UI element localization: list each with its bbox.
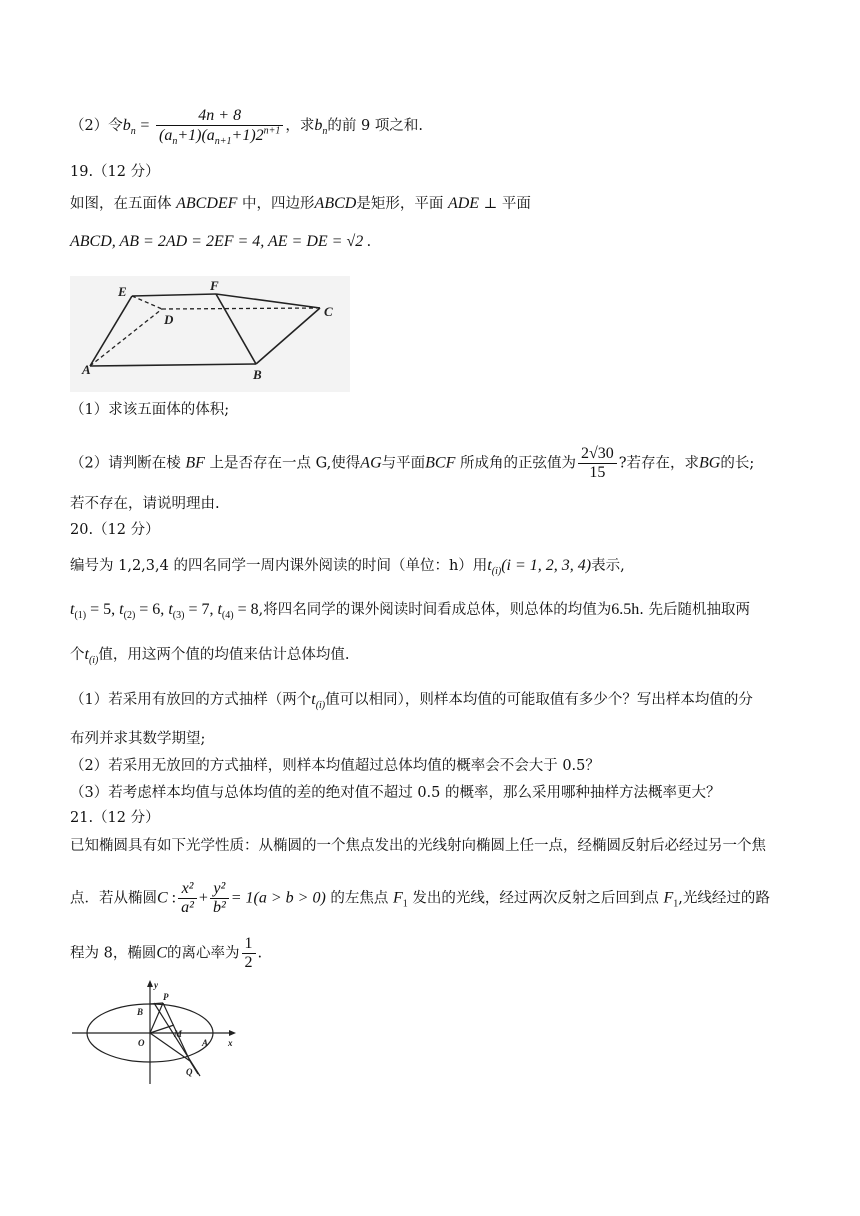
q19-header: 19.（12 分） — [70, 164, 160, 180]
q20-part1: （1）若采用有放回的方式抽样（两个$t_{(i)}$值可以相同），则样本均值的可能取值有多少个？写出样本均值的分 — [70, 691, 753, 711]
q21-line2: 点．若从椭圆C : $\frac{\text{x²}}{\text{a²}}$ + $\frac{\text{y²}}{\text{b²}}$ = 1(a > b > 0) 的左焦点 $F_1$ 发出的光线，经过两次反射之后回到点 $F_1$,光线经过的路 — [70, 880, 770, 916]
eccentricity-fraction: $\frac{1}{2}$ — [242, 935, 256, 972]
q21-line1: 已知椭圆具有如下光学性质：从椭圆的一个焦点发出的光线射向椭圆上任一点，经椭圆反射后必经过另一个焦 — [70, 838, 766, 854]
q19-figure — [70, 276, 350, 392]
label-F: F — [210, 278, 219, 293]
q20-header: 20.（12 分） — [70, 522, 160, 538]
q20-line1: 编号为 1,2,3,4 的四名同学一周内课外阅读的时间（单位：h）用$t_{(i)}(i = 1$, 2, 3, 4)表示, — [70, 557, 625, 577]
q21-header: 21.（12 分） — [70, 810, 160, 826]
label-D: D — [164, 312, 174, 327]
q20-part3: （3）若考虑样本均值与总体均值的差的绝对值不超过 0.5 的概率，那么采用哪种抽样方法概率更大？ — [70, 785, 721, 801]
x-fraction: $\frac{\text{x²}}{\text{a²}}$ — [178, 880, 197, 917]
label-y: y — [154, 980, 158, 990]
q18-part2: （2）令$b_n$ = $\frac{4n + 8}{(a_n+1)(a_{n+1}+1)2^{n+1}}$ ，求$b_n$的前 9 项之和. — [70, 107, 423, 148]
q18-fraction: $\frac{4n + 8}{(a_n+1)(a_{n+1}+1)2^{n+1}}$ — [156, 107, 283, 145]
q19-part1: （1）求该五面体的体积; — [70, 402, 230, 418]
q20-part2: （2）若采用无放回的方式抽样，则样本均值超过总体均值的概率会不会大于 0.5？ — [70, 758, 600, 774]
label-E: E — [118, 284, 127, 299]
q19-part2-line2: 若不存在，请说明理由. — [70, 496, 220, 512]
q19-line1: 如图，在五面体 ABCDEF 中，四边形ABCD是矩形，平面 ADE ⊥ 平面 — [70, 195, 531, 212]
label-B: B — [137, 1007, 144, 1017]
q20-line2: $t_{(1)} = 5$, $t_{(2)} = 6$, $t_{(3)} = 7$, $t_{(4)} = 8$,将四名同学的课外阅读时间看成总体，则总体的均值为6.5h. 先后随机抽取两 — [70, 601, 750, 621]
label-x: x — [228, 1038, 233, 1048]
q20-line3: 个$t_{(i)}$值，用这两个值的均值来估计总体均值. — [70, 646, 350, 666]
q19-fraction: $\frac{2√30}{15}$ — [578, 445, 617, 482]
label-C: C — [324, 304, 333, 319]
q21-line3: 程为 8，椭圆C的离心率为 $\frac{1}{2}$ . — [70, 935, 263, 971]
q20-part1-line2: 布列并求其数学期望; — [70, 731, 206, 747]
label-O: O — [138, 1038, 145, 1048]
label-B: B — [253, 367, 262, 382]
label-Q: Q — [186, 1067, 193, 1077]
label-A: A — [82, 362, 91, 377]
q19-part2: （2）请判断在棱 BF 上是否存在一点 G,使得AG与平面BCF 所成角的正弦值为 $\frac{2√30}{15}$ ?若存在，求BG的长; — [70, 445, 755, 481]
q21-figure — [70, 978, 250, 1088]
label-M: M — [174, 1029, 183, 1039]
label-A: A — [202, 1038, 209, 1048]
label-P: P — [163, 992, 169, 1002]
y-fraction: $\frac{\text{y²}}{\text{b²}}$ — [210, 880, 229, 917]
q19-line2: ABCD, AB = 2AD = 2EF = 4, AE = DE = √2 . — [70, 233, 372, 250]
